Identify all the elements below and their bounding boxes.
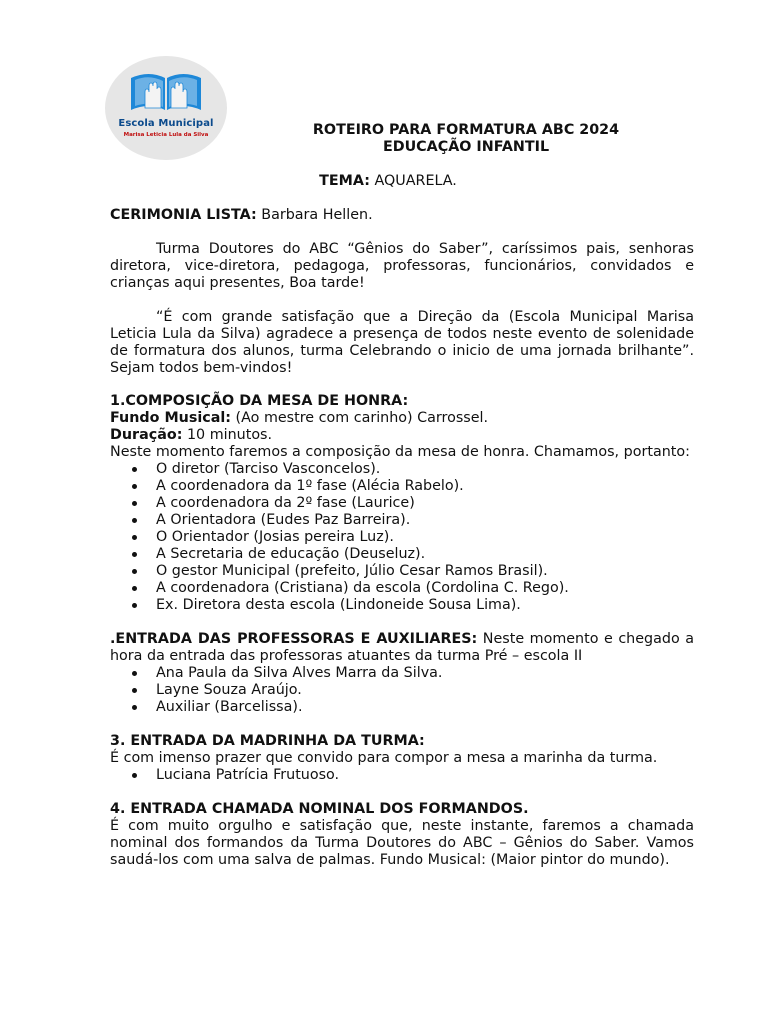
- list-item: Auxiliar (Barcelissa).: [110, 699, 694, 716]
- intro-paragraph-2: “É com grande satisfação que a Direção da (Escola Municipal Marisa Leticia Lula da Silva) agradece a presença de todos neste evento de solenidade de formatura dos alunos, turma Celebrando o inicio de uma jornada brilhante”. Sejam todos bem-vindos!: [110, 309, 694, 376]
- list-item: O Orientador (Josias pereira Luz).: [110, 529, 694, 546]
- section-4-title: 4. ENTRADA CHAMADA NOMINAL DOS FORMANDOS.: [110, 801, 529, 817]
- section-2-title: .ENTRADA DAS PROFESSORAS E AUXILIARES:: [110, 631, 478, 647]
- open-book-hands-icon: [105, 56, 227, 116]
- section-2: [110, 631, 694, 716]
- title-line-2: EDUCAÇÃO INFANTIL: [382, 139, 550, 155]
- list-item: Layne Souza Araújo.: [110, 682, 694, 699]
- tema-label: TEMA:: [319, 173, 370, 189]
- section-3-text: É com imenso prazer que convido para compor a mesa a marinha da turma.: [110, 750, 658, 766]
- professoras-list: [110, 665, 694, 716]
- document-title: [110, 122, 768, 139]
- tema-line: [110, 173, 666, 190]
- logo-school-name: Escola Municipal: [118, 118, 214, 129]
- list-item: Luciana Patrícia Frutuoso.: [110, 767, 694, 784]
- cerimonia-line: [110, 207, 694, 224]
- list-item: Ana Paula da Silva Alves Marra da Silva.: [110, 665, 694, 682]
- intro-paragraph-1: Turma Doutores do ABC “Gênios do Saber”, caríssimos pais, senhoras diretora, vice-diretora, pedagoga, professoras, funcionários, convidados e crianças aqui presentes, Boa tarde!: [110, 241, 694, 291]
- duracao-value: 10 minutos.: [182, 427, 273, 443]
- list-item: O diretor (Tarciso Vasconcelos).: [110, 461, 694, 478]
- section-1: [110, 393, 694, 614]
- mesa-honra-list: [110, 461, 694, 614]
- section-1-text: Neste momento faremos a composição da mesa de honra. Chamamos, portanto:: [110, 444, 690, 460]
- section-2-paragraph: [110, 631, 694, 665]
- cerimonia-value: Barbara Hellen.: [256, 207, 373, 223]
- document-subtitle: [110, 139, 768, 156]
- list-item: A Secretaria de educação (Deuseluz).: [110, 546, 694, 563]
- duracao-label: Duração:: [110, 427, 183, 443]
- logo-school-subtitle: Marisa Leticia Lula da Silva: [123, 132, 209, 138]
- list-item: A coordenadora da 2º fase (Laurice): [110, 495, 694, 512]
- list-item: A coordenadora da 1º fase (Alécia Rabelo).: [110, 478, 694, 495]
- list-item: A coordenadora (Cristiana) da escola (Cordolina C. Rego).: [110, 580, 694, 597]
- section-1-title: 1.COMPOSIÇÃO DA MESA DE HONRA:: [110, 393, 409, 409]
- section-3: [110, 733, 694, 784]
- madrinha-list: [110, 767, 694, 784]
- list-item: Ex. Diretora desta escola (Lindoneide Sousa Lima).: [110, 597, 694, 614]
- list-item: O gestor Municipal (prefeito, Júlio Cesar Ramos Brasil).: [110, 563, 694, 580]
- fundo-musical-label: Fundo Musical:: [110, 410, 231, 426]
- cerimonia-label: CERIMONIA LISTA:: [110, 207, 257, 223]
- fundo-musical-value: (Ao mestre com carinho) Carrossel.: [231, 410, 489, 426]
- section-4-text: É com muito orgulho e satisfação que, neste instante, faremos a chamada nominal dos formandos da Turma Doutores do ABC – Gênios do Saber. Vamos saudá-los com uma salva de palmas. Fundo Musical: (Maior pintor do mundo).: [110, 818, 694, 868]
- list-item: A Orientadora (Eudes Paz Barreira).: [110, 512, 694, 529]
- section-4: [110, 801, 694, 869]
- section-3-title: 3. ENTRADA DA MADRINHA DA TURMA:: [110, 733, 425, 749]
- title-line-1: ROTEIRO PARA FORMATURA ABC 2024: [312, 122, 620, 138]
- section-2-text: Neste momento e chegado a hora da entrada das professoras atuantes da turma Pré – escola II: [110, 631, 694, 664]
- tema-value: AQUARELA.: [369, 173, 457, 189]
